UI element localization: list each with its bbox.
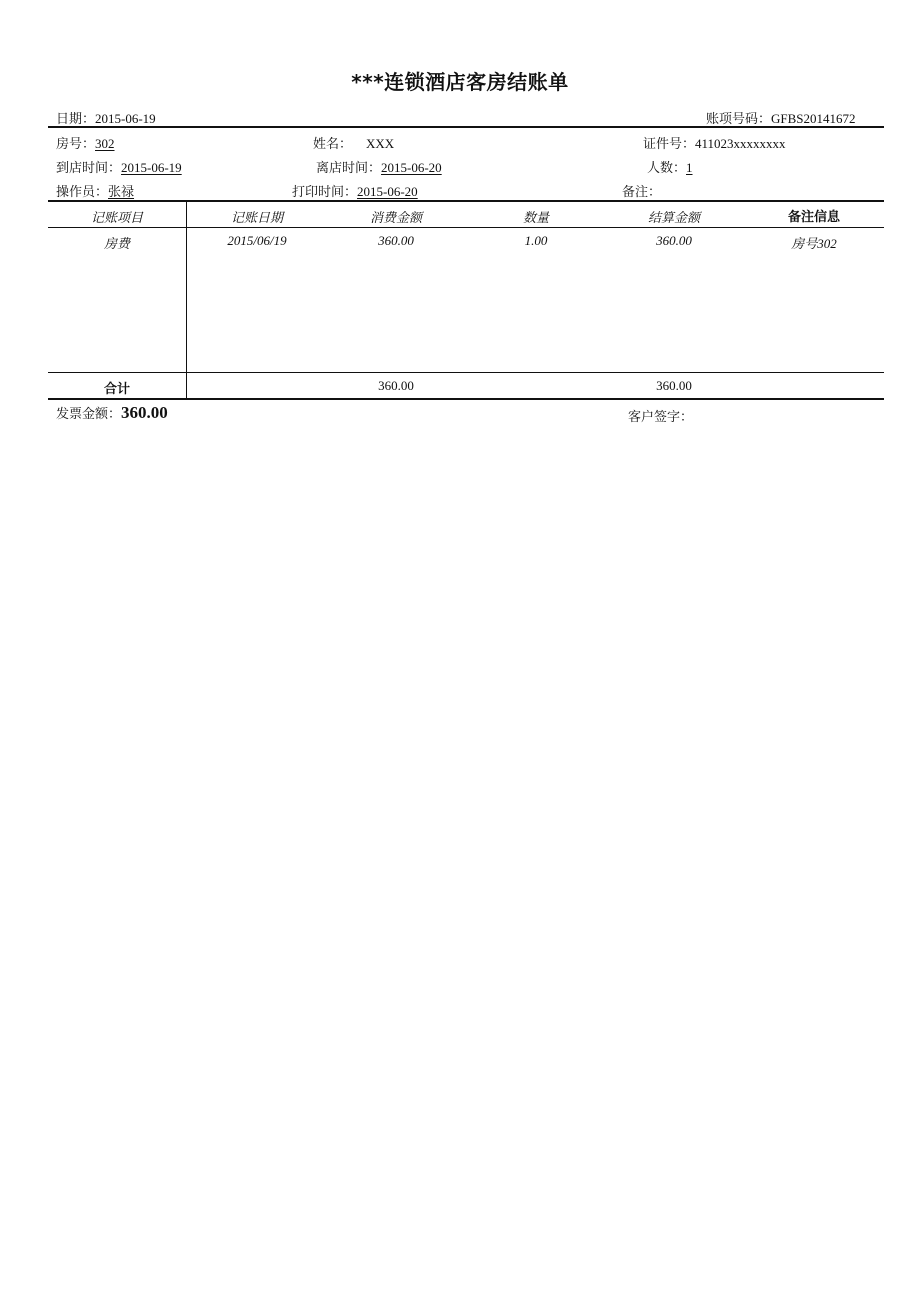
invoice-value: 360.00 bbox=[121, 403, 168, 422]
total-settle: 360.00 bbox=[656, 378, 692, 393]
header-quantity: 数量 bbox=[522, 210, 549, 225]
cell-remark: 房号302 bbox=[791, 236, 837, 251]
remark-field bbox=[622, 181, 661, 200]
id-field bbox=[643, 133, 786, 152]
operator-field bbox=[56, 181, 146, 200]
id-value: 411023xxxxxxxx bbox=[695, 136, 786, 151]
account-value: GFBS20141672 bbox=[771, 111, 856, 126]
room-field bbox=[56, 133, 129, 152]
name-value: XXX bbox=[366, 136, 395, 151]
page-title: ***连锁酒店客房结账单 bbox=[351, 70, 569, 94]
checkin-field bbox=[56, 157, 182, 176]
checkout-value: 2015-06-20 bbox=[381, 160, 442, 175]
cell-amount: 360.00 bbox=[378, 233, 414, 248]
total-label: 合计 bbox=[103, 382, 130, 397]
header-remark: 备注信息 bbox=[787, 210, 840, 225]
cell-date: 2015/06/19 bbox=[227, 233, 287, 248]
date-value: 2015-06-19 bbox=[95, 111, 156, 126]
account-number-field bbox=[706, 108, 856, 127]
signature-label: 客户签字： bbox=[628, 409, 694, 424]
room-value: 302 bbox=[95, 136, 115, 151]
name-field bbox=[313, 133, 394, 152]
cell-settle: 360.00 bbox=[656, 233, 692, 248]
checkin-value: 2015-06-19 bbox=[121, 160, 182, 175]
name-label: 姓名： bbox=[313, 136, 353, 151]
guests-field bbox=[647, 157, 693, 176]
cell-quantity: 1.00 bbox=[524, 233, 548, 248]
checkout-label: 离店时间： bbox=[316, 160, 382, 175]
table-total-divider bbox=[48, 372, 884, 373]
table-top-border bbox=[48, 200, 884, 202]
checkout-field bbox=[316, 157, 442, 176]
account-label: 账项号码： bbox=[706, 111, 772, 126]
operator-value: 张禄 bbox=[108, 184, 135, 199]
table-column-divider bbox=[186, 201, 187, 399]
invoice-amount-field bbox=[56, 403, 168, 423]
header-date: 记账日期 bbox=[230, 210, 283, 225]
id-label: 证件号： bbox=[643, 136, 696, 151]
room-label: 房号： bbox=[56, 136, 96, 151]
print-label: 打印时间： bbox=[292, 184, 358, 199]
signature-field bbox=[628, 406, 693, 425]
print-value: 2015-06-20 bbox=[357, 184, 418, 199]
header-divider bbox=[48, 126, 884, 128]
guests-label: 人数： bbox=[647, 160, 687, 175]
total-amount: 360.00 bbox=[378, 378, 414, 393]
table-bottom-border bbox=[48, 398, 884, 400]
table-header-divider bbox=[48, 227, 884, 228]
header-item: 记账项目 bbox=[90, 210, 143, 225]
cell-item: 房费 bbox=[103, 236, 130, 251]
header-amount: 消费金额 bbox=[369, 210, 422, 225]
guests-value: 1 bbox=[686, 160, 693, 175]
checkin-label: 到店时间： bbox=[56, 160, 122, 175]
operator-label: 操作员： bbox=[56, 184, 109, 199]
remark-label: 备注： bbox=[622, 184, 662, 199]
print-time-field bbox=[292, 181, 418, 200]
date-field bbox=[56, 108, 156, 127]
invoice-label: 发票金额： bbox=[56, 406, 122, 421]
header-settle: 结算金额 bbox=[647, 210, 700, 225]
date-label: 日期： bbox=[56, 111, 96, 126]
